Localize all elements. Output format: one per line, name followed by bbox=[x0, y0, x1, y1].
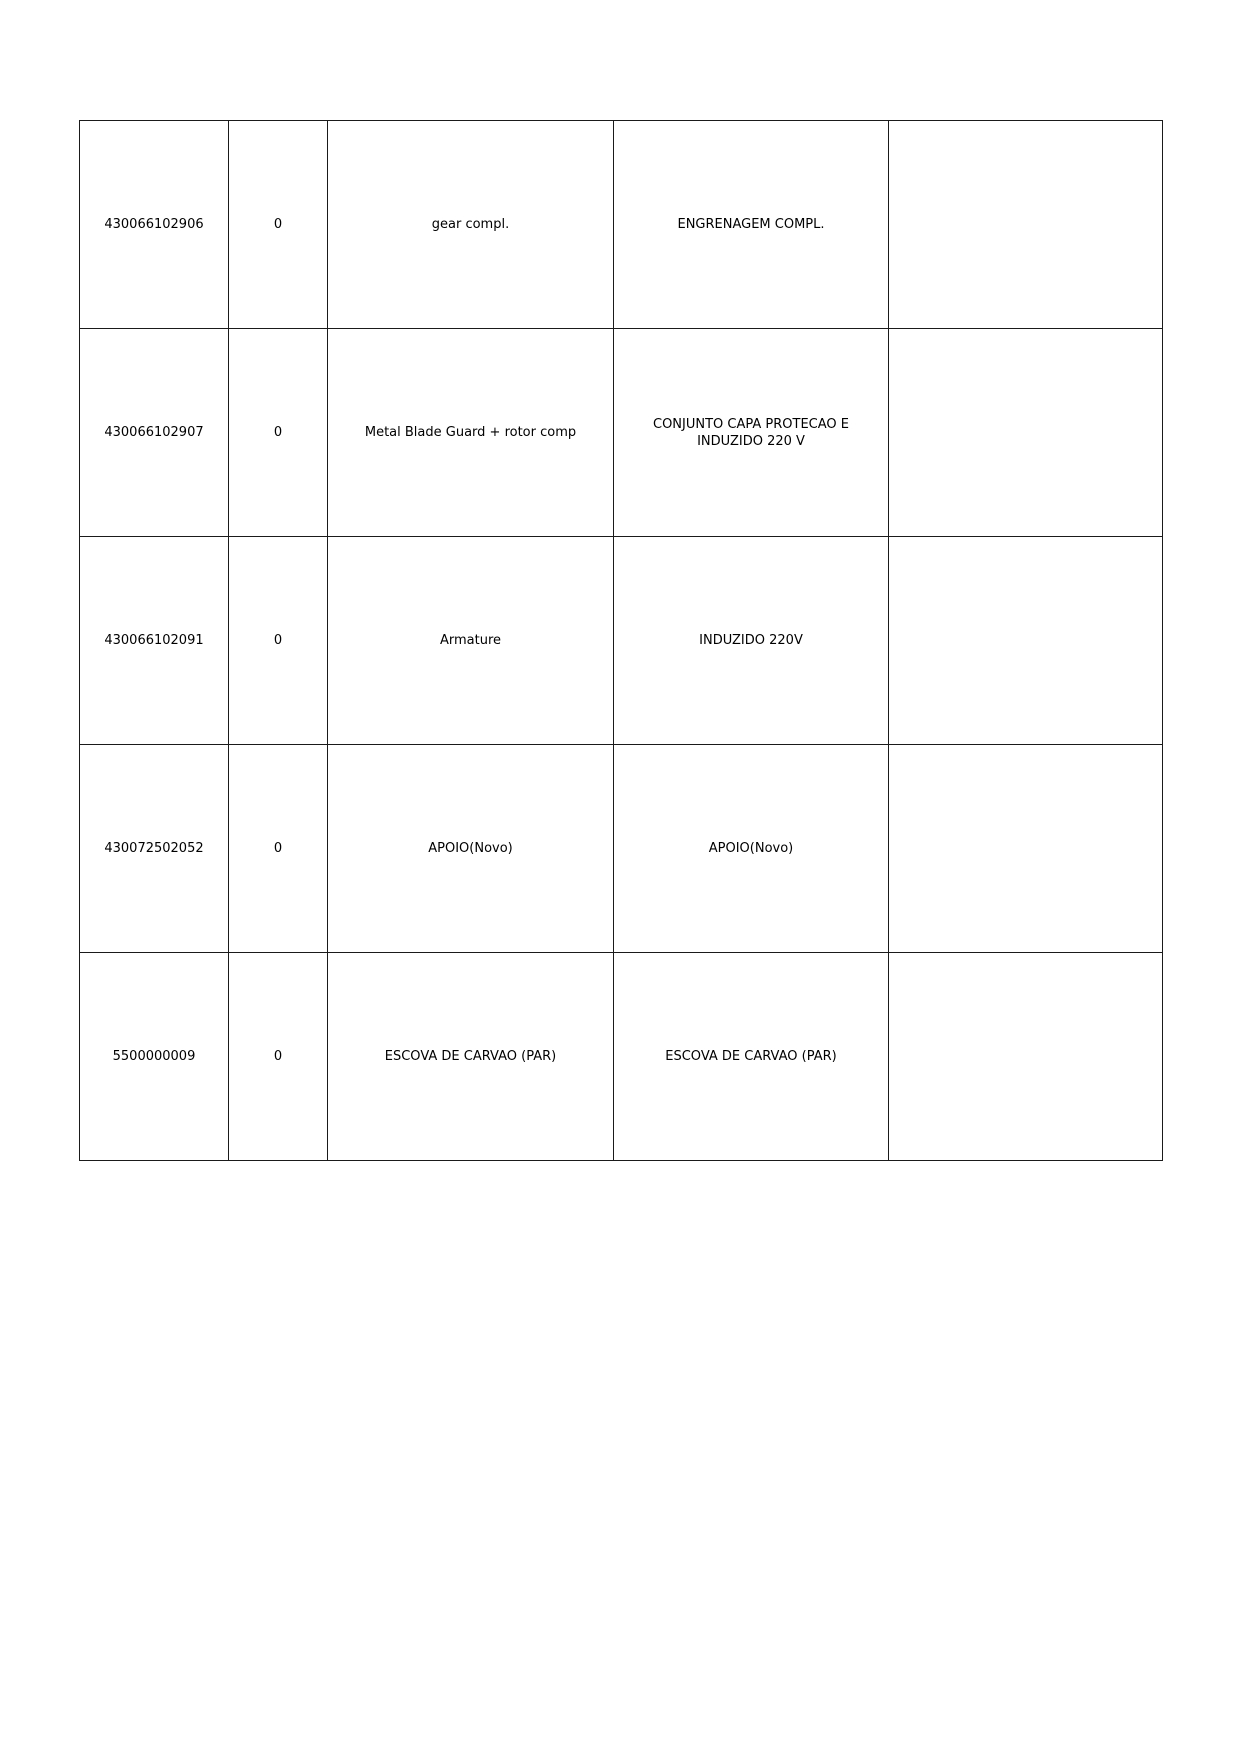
part-code-cell: 430072502052 bbox=[80, 745, 229, 953]
empty-cell bbox=[889, 953, 1163, 1161]
description-pt-cell: ENGRENAGEM COMPL. bbox=[614, 121, 889, 329]
description-en-cell: APOIO(Novo) bbox=[328, 745, 614, 953]
description-en-cell: Metal Blade Guard + rotor comp bbox=[328, 329, 614, 537]
table-row bbox=[80, 121, 1163, 329]
quantity-cell: 0 bbox=[229, 121, 328, 329]
parts-table bbox=[79, 120, 1163, 1161]
description-pt-cell: ESCOVA DE CARVAO (PAR) bbox=[614, 953, 889, 1161]
table-row bbox=[80, 745, 1163, 953]
empty-cell bbox=[889, 121, 1163, 329]
quantity-cell: 0 bbox=[229, 953, 328, 1161]
description-pt-cell: CONJUNTO CAPA PROTECAO E INDUZIDO 220 V bbox=[614, 329, 889, 537]
part-code-cell: 430066102907 bbox=[80, 329, 229, 537]
empty-cell bbox=[889, 329, 1163, 537]
part-code-cell: 430066102906 bbox=[80, 121, 229, 329]
empty-cell bbox=[889, 745, 1163, 953]
empty-cell bbox=[889, 537, 1163, 745]
description-en-cell: gear compl. bbox=[328, 121, 614, 329]
table-row bbox=[80, 953, 1163, 1161]
description-en-cell: ESCOVA DE CARVAO (PAR) bbox=[328, 953, 614, 1161]
quantity-cell: 0 bbox=[229, 329, 328, 537]
quantity-cell: 0 bbox=[229, 745, 328, 953]
description-pt-cell: APOIO(Novo) bbox=[614, 745, 889, 953]
table-row bbox=[80, 537, 1163, 745]
part-code-cell: 430066102091 bbox=[80, 537, 229, 745]
description-en-cell: Armature bbox=[328, 537, 614, 745]
description-pt-cell: INDUZIDO 220V bbox=[614, 537, 889, 745]
quantity-cell: 0 bbox=[229, 537, 328, 745]
part-code-cell: 5500000009 bbox=[80, 953, 229, 1161]
table-row bbox=[80, 329, 1163, 537]
